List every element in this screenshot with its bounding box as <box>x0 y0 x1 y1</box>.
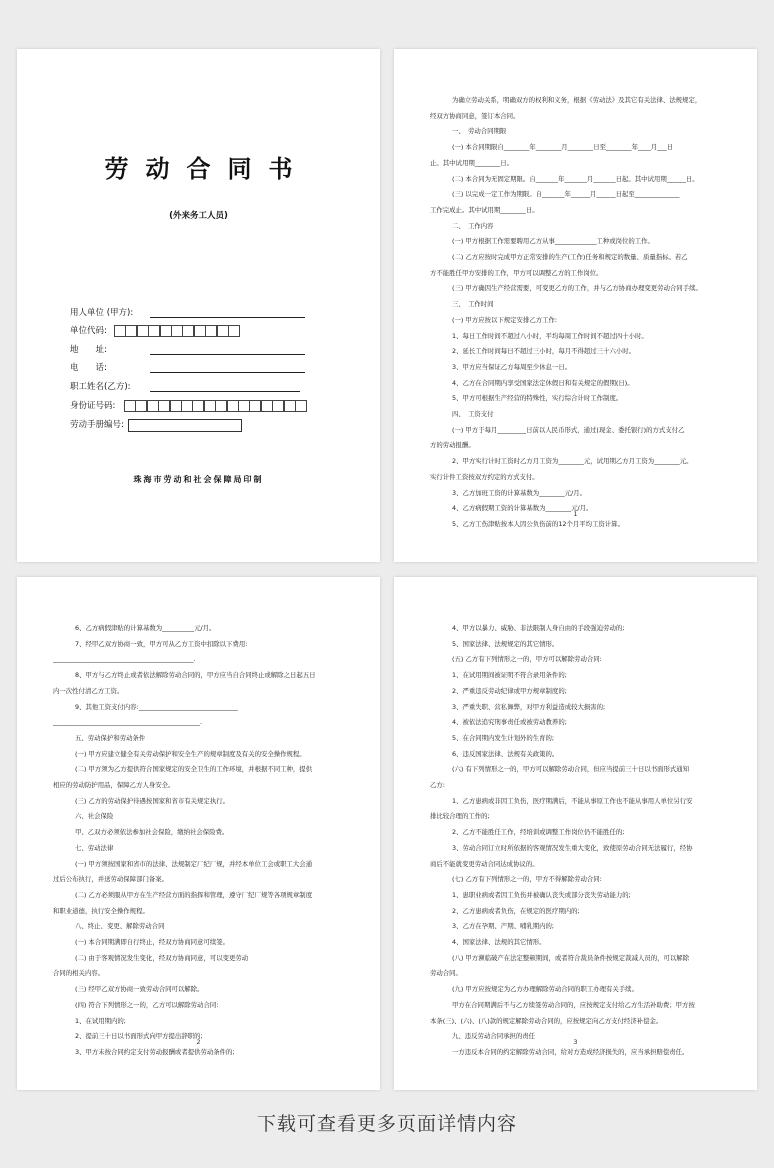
text-line: 1、每日工作时间不超过八小时，平均每周工作时间不超过四十小时。 <box>452 331 648 340</box>
text-line: 经双方协商同意，签订本合同。 <box>430 111 520 120</box>
text-line: 3、乙方加班工资的计算基数为________元/月。 <box>452 488 587 497</box>
text-line: 5、甲方可根据生产经营的特殊性，实行综合计时工作制度。 <box>452 394 623 403</box>
text-line: 5、国家法律、法规规定的其它情形。 <box>452 639 559 648</box>
page-number: 3 <box>573 1038 578 1046</box>
text-line: 4、乙方病假期工资的计算基数为________元/月。 <box>452 504 593 513</box>
text-line: 内一次性付清乙方工资。 <box>53 686 124 695</box>
text-line: 九、违反劳动合同承担的责任 <box>452 1032 536 1041</box>
character-box[interactable] <box>160 325 172 337</box>
text-line: 甲方在合同期满后不与乙方续签劳动合同的，应按规定支付给乙方生活补助费；甲方按 <box>452 1000 695 1009</box>
character-box[interactable] <box>147 400 159 412</box>
cover-field <box>70 325 107 337</box>
cover-field <box>70 307 133 319</box>
character-boxes[interactable] <box>124 400 307 412</box>
page-body <box>53 621 349 1061</box>
text-line: (二) 乙方应按时完成甲方正常安排的生产(工作)任务和规定的数量、质量指标。若乙 <box>452 253 688 262</box>
contract-page-1 <box>394 49 757 562</box>
text-line: (三) 经甲乙双方协商一致劳动合同可以解除。 <box>75 985 204 994</box>
text-line: 6、违反国家法律、法规有关政策的。 <box>452 749 559 758</box>
text-line: (五) 乙方有下列情形之一的，甲方可以解除劳动合同: <box>452 655 602 664</box>
contract-title: 劳动合同书 <box>104 155 310 183</box>
text-line: 排比较合理的工作的; <box>430 812 490 821</box>
text-line: (一) 本合同期满即自行终止，经双方协商同意可续签。 <box>75 938 230 947</box>
character-box[interactable] <box>228 325 240 337</box>
field-label: 身份证号码: <box>70 401 116 411</box>
text-line: 2、提前三十日以书面形式向甲方提出辞职的; <box>75 1032 203 1041</box>
text-line: (九) 甲方应按规定为乙方办理解除劳动合同的职工办理有关手续。 <box>452 985 638 994</box>
cover-field <box>70 419 124 431</box>
field-label: 电 话: <box>70 363 107 373</box>
text-line: 乙方: <box>430 781 445 790</box>
character-boxes[interactable] <box>114 325 239 337</box>
character-box[interactable] <box>295 400 307 412</box>
character-box[interactable] <box>137 325 149 337</box>
text-line: (八) 甲方濒临破产在法定整顿期间，或者符合裁员条件按规定裁减人员的，可以解除 <box>452 953 690 962</box>
page-number: 1 <box>573 510 578 518</box>
text-line: 合同的相关内容。 <box>53 969 105 978</box>
text-line: 六、社会保险 <box>75 812 114 821</box>
text-line: (四) 符合下列情形之一的，乙方可以解除劳动合同: <box>75 1000 219 1009</box>
character-box[interactable] <box>272 400 284 412</box>
text-line: 1、患职业病或者因工负伤并被确认丧失或部分丧失劳动能力的; <box>452 890 631 899</box>
text-line: 6、乙方病假津贴的计算基数为__________元/月。 <box>75 624 216 632</box>
text-line: (三) 甲方确因生产经营需要，可变更乙方的工作，并与乙方协商办理变更劳动合同手续。 <box>452 284 702 293</box>
text-line: 2、乙方不能胜任工作，经培训或调整工作岗位仍不能胜任的; <box>452 828 625 837</box>
text-line: 3、严重失职、营私舞弊，对甲方利益造成较大损害的; <box>452 702 606 711</box>
character-box[interactable] <box>158 400 170 412</box>
text-line: 二、 工作内容 <box>452 221 494 230</box>
text-line: ____________________________________________. <box>53 655 196 664</box>
text-line: 方的劳动报酬。 <box>430 441 475 450</box>
fill-in-line[interactable] <box>150 317 305 318</box>
text-line: 相应的劳动防护用品，保障乙方人身安全。 <box>53 781 175 790</box>
text-line: 8、甲方与乙方终止或者依法解除劳动合同的，甲方应当自合同终止或解除之日起五日 <box>75 671 316 680</box>
text-line: 劳动合同。 <box>430 969 462 978</box>
field-label: 单位代码: <box>70 326 107 336</box>
character-box[interactable] <box>124 400 136 412</box>
text-line: (六) 有下列情形之一的，甲方可以解除劳动合同，但应当提前三十日以书面形式通知 <box>452 765 690 774</box>
contract-page-3 <box>394 577 757 1090</box>
text-line: 七、劳动法律 <box>75 843 114 852</box>
text-line: 7、经甲乙双方协商一致，甲方可从乙方工资中扣除以下费用: <box>75 639 248 648</box>
contract-page-2 <box>17 577 380 1090</box>
character-box[interactable] <box>205 325 217 337</box>
character-box[interactable] <box>261 400 273 412</box>
character-box[interactable] <box>217 325 229 337</box>
text-line: (一) 甲方应按以下规定安排乙方工作: <box>452 315 558 324</box>
text-line: 方不能胜任甲方安排的工作，甲方可以调整乙方的工作岗位。 <box>430 268 603 277</box>
character-box[interactable] <box>192 400 204 412</box>
text-line: (一) 甲方根据工作需要聘用乙方从事_____________工种或岗位的工作。 <box>452 237 654 246</box>
character-box[interactable] <box>194 325 206 337</box>
text-line: 2、延长工作时间每日不超过三小时，每月不得超过三十六小时。 <box>452 347 636 356</box>
character-box[interactable] <box>148 325 160 337</box>
text-line: 9、其他工资支付内容:_______________________________ <box>75 702 238 711</box>
character-box[interactable] <box>204 400 216 412</box>
text-line: 4、国家法律、法规的其它情形。 <box>452 938 546 947</box>
text-line: 一、 劳动合同期限 <box>452 127 507 136</box>
character-box[interactable] <box>182 325 194 337</box>
text-line: 2、甲方实行计时工资时乙方月工资为________元，试用期乙方月工资为________元。 <box>452 457 693 466</box>
cover-field <box>70 381 131 393</box>
text-line: 2、乙方患病或者负伤，在规定的医疗期内的; <box>452 906 580 915</box>
issuer-footer: 珠海市劳动和社会保障局印制 <box>133 475 264 484</box>
text-line: (一) 甲方应建立健全有关劳动保护和安全生产的规章制度及有关的安全操作规程。 <box>75 749 306 758</box>
character-box[interactable] <box>125 325 137 337</box>
text-line: (七) 乙方有下列情形之一的，甲方不得解除劳动合同: <box>452 875 602 884</box>
field-label: 劳动手册编号: <box>70 420 124 430</box>
text-line: 实行计件工资按双方约定的方式支付。 <box>430 472 539 481</box>
text-line: 四、 工资支付 <box>452 410 494 419</box>
page-number: 2 <box>196 1038 201 1046</box>
text-line: 甲、乙双方必须依法参加社会保险，缴纳社会保险费。 <box>75 828 229 837</box>
text-line: (二) 甲方须为乙方提供符合国家规定的安全卫生的工作环境，并根据不同工种，提供 <box>75 765 313 774</box>
text-line: (二) 乙方必须服从甲方在生产经营方面的指挥和管理，遵守厂纪厂规等各项规章制度 <box>75 890 313 899</box>
text-line: (一) 甲方于每月_________日前以人民币形式，通过(现金、委托银行)的方式支付乙 <box>452 425 685 434</box>
cover-field <box>70 344 107 356</box>
cover-page <box>17 49 380 562</box>
text-line: 五、劳动保护和劳动条件 <box>75 733 146 742</box>
download-caption[interactable]: 下载可查看更多页面详情内容 <box>256 1113 517 1135</box>
text-line: 3、乙方在孕期、产期、哺乳期内的; <box>452 922 555 931</box>
text-line: 1、在试用期间被证明不符合录用条件的; <box>452 671 567 680</box>
text-line: 4、甲方以暴力、威胁、非法限制人身自由的手段强迫劳动的; <box>452 624 625 632</box>
page-body <box>430 621 726 1061</box>
text-line: 4、乙方在合同期内享受国家法定休假日和有关规定的假期(日)。 <box>452 378 634 387</box>
text-line: 和职业道德，执行安全操作规程。 <box>53 906 149 915</box>
character-box[interactable] <box>284 400 296 412</box>
character-box[interactable] <box>170 400 182 412</box>
text-line: 一方违反本合同的约定解除劳动合同，给对方造成经济损失的，应当承担赔偿责任。 <box>452 1047 689 1056</box>
fill-in-line[interactable] <box>150 354 305 355</box>
character-box[interactable] <box>249 400 261 412</box>
text-line: 3、甲方未按合同约定支付劳动报酬或者提供劳动条件的; <box>75 1047 235 1056</box>
text-line: 1、乙方患病或非因工负伤，医疗期满后，不能从事原工作也不能从事用人单位另行安 <box>452 796 693 805</box>
character-box[interactable] <box>181 400 193 412</box>
text-line: ______________________________________________. <box>53 718 203 727</box>
cover-field <box>70 400 115 412</box>
text-line: 过后公布执行，并送劳动保障部门备案。 <box>53 875 169 884</box>
character-box[interactable] <box>227 400 239 412</box>
fill-in-line[interactable] <box>150 372 305 373</box>
character-box[interactable] <box>215 400 227 412</box>
text-line: 4、被依法追究刑事责任或被劳动教养的; <box>452 718 567 727</box>
text-line: 本条(三)、(六)、(八)款的规定解除劳动合同的，应按规定向乙方支付经济补偿金。 <box>430 1016 663 1025</box>
text-line: 商后不能就变更劳动合同达成协议的。 <box>430 859 539 868</box>
cover-field <box>70 362 107 374</box>
text-line: (二) 由于客观情况发生变化，经双方协商同意，可以变更劳动 <box>75 953 249 962</box>
field-label: 用人单位 (甲方): <box>70 308 134 318</box>
text-line: 5、在合同期内发生计划外的生育的; <box>452 733 555 742</box>
text-line: 八、终止、变更、解除劳动合同 <box>75 922 165 931</box>
text-line: 工作完成止。其中试用期________日。 <box>430 205 539 214</box>
text-line: 三、 工作时间 <box>452 300 494 309</box>
text-line: 5、乙方工伤津贴按本人因公负伤前的12个月平均工资计算。 <box>452 519 624 528</box>
text-line: 3、劳动合同订立时所依据的客观情况发生重大变化，致使原劳动合同无法履行，经协 <box>452 843 693 852</box>
text-line: (三) 以完成一定工作为期限。自_______年______月______日起至______________ <box>452 190 680 199</box>
field-label: 职工姓名(乙方): <box>70 382 131 392</box>
text-line: 止。其中试用期________日。 <box>430 158 514 167</box>
page-body <box>430 93 726 533</box>
fill-in-line[interactable] <box>150 391 300 392</box>
text-line: 2、严重违反劳动纪律或甲方规章制度的; <box>452 686 567 695</box>
text-line: (二) 本合同为无固定期限。自_______年_______月_______日起。其中试用期______日。 <box>452 174 699 183</box>
character-box[interactable] <box>135 400 147 412</box>
text-line: 为确立劳动关系，明确双方的权利和义务，根据《劳动法》及其它有关法律、法规规定， <box>452 96 702 104</box>
text-line: (三) 乙方的劳动保护待遇按国家和省市有关规定执行。 <box>75 796 230 805</box>
contract-subtitle: (外来务工人员) <box>169 211 228 221</box>
text-line: (一) 本合同期限自________年________月________日至________年____月___日 <box>452 143 674 152</box>
text-line: 3、甲方应当保证乙方每周至少休息一日。 <box>452 362 572 371</box>
character-box[interactable] <box>114 325 126 337</box>
character-box[interactable] <box>238 400 250 412</box>
text-line: (一) 甲方须按国家和省市的法律、法规制定厂纪厂规，并经本单位工会或职工大会通 <box>75 859 313 868</box>
text-line: 1、在试用期内的; <box>75 1016 126 1025</box>
field-label: 地 址: <box>70 345 107 355</box>
character-box[interactable] <box>171 325 183 337</box>
manual-number-box[interactable] <box>128 419 242 432</box>
